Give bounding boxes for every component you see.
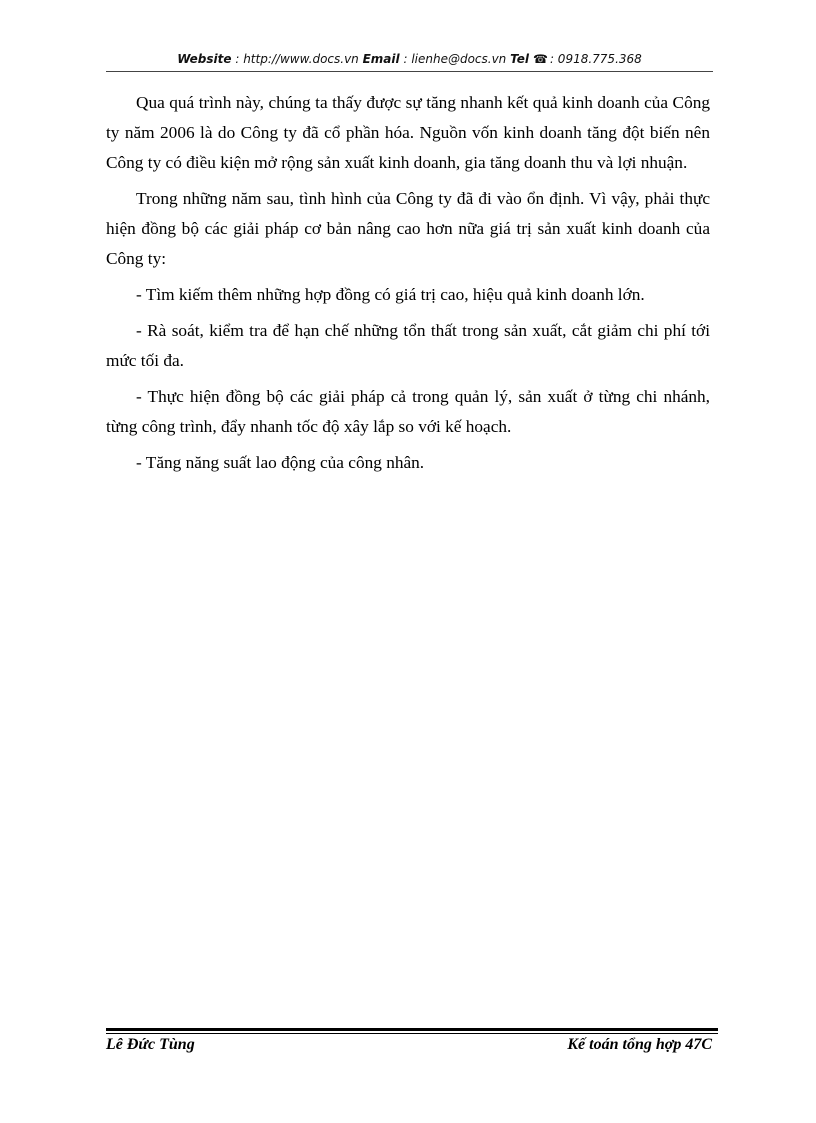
bullet-item: - Tăng năng suất lao động của công nhân.: [136, 453, 425, 472]
website-value: : http://www.docs.vn: [231, 52, 363, 66]
footer-divider-thick: [106, 1028, 718, 1031]
footer-divider-thin: [106, 1033, 718, 1034]
header-divider: [106, 71, 713, 72]
tel-label: Tel: [510, 52, 529, 66]
body-content: [106, 88, 710, 484]
bullet-item: - Tìm kiếm thêm những hợp đồng có giá trị cao, hiệu quả kinh doanh lớn.: [136, 285, 645, 304]
phone-icon: ☎: [533, 52, 548, 66]
email-value: : lienhe@docs.vn: [399, 52, 511, 66]
website-label: Website: [177, 52, 232, 66]
bullet-item: - Thực hiện đồng bộ các giải pháp cả trong quản lý, sản xuất ở từng chi nhánh, từng công trình, đẩy nhanh tốc độ xây lắp so với kế hoạch.: [106, 387, 710, 436]
bullet-item: - Rà soát, kiểm tra để hạn chế những tổn thất trong sản xuất, cắt giảm chi phí tới mức tối đa.: [106, 321, 710, 370]
paragraph: Qua quá trình này, chúng ta thấy được sự tăng nhanh kết quả kinh doanh của Công ty năm 2006 là do Công ty đã cổ phần hóa. Nguồn vốn kinh doanh tăng đột biến nên Công ty có điều kiện mở rộng sản xuất kinh doanh, gia tăng doanh thu và lợi nhuận.: [106, 93, 710, 172]
tel-value: : 0918.775.368: [549, 52, 642, 66]
page-header: [106, 52, 713, 66]
email-label: Email: [362, 52, 400, 66]
footer-course: Kế toán tổng hợp 47C: [567, 1036, 712, 1053]
footer-author: Lê Đức Tùng: [106, 1036, 195, 1053]
paragraph: Trong những năm sau, tình hình của Công ty đã đi vào ổn định. Vì vậy, phải thực hiện đồng bộ các giải pháp cơ bản nâng cao hơn nữa giá trị sản xuất kinh doanh của Công ty:: [106, 189, 710, 268]
